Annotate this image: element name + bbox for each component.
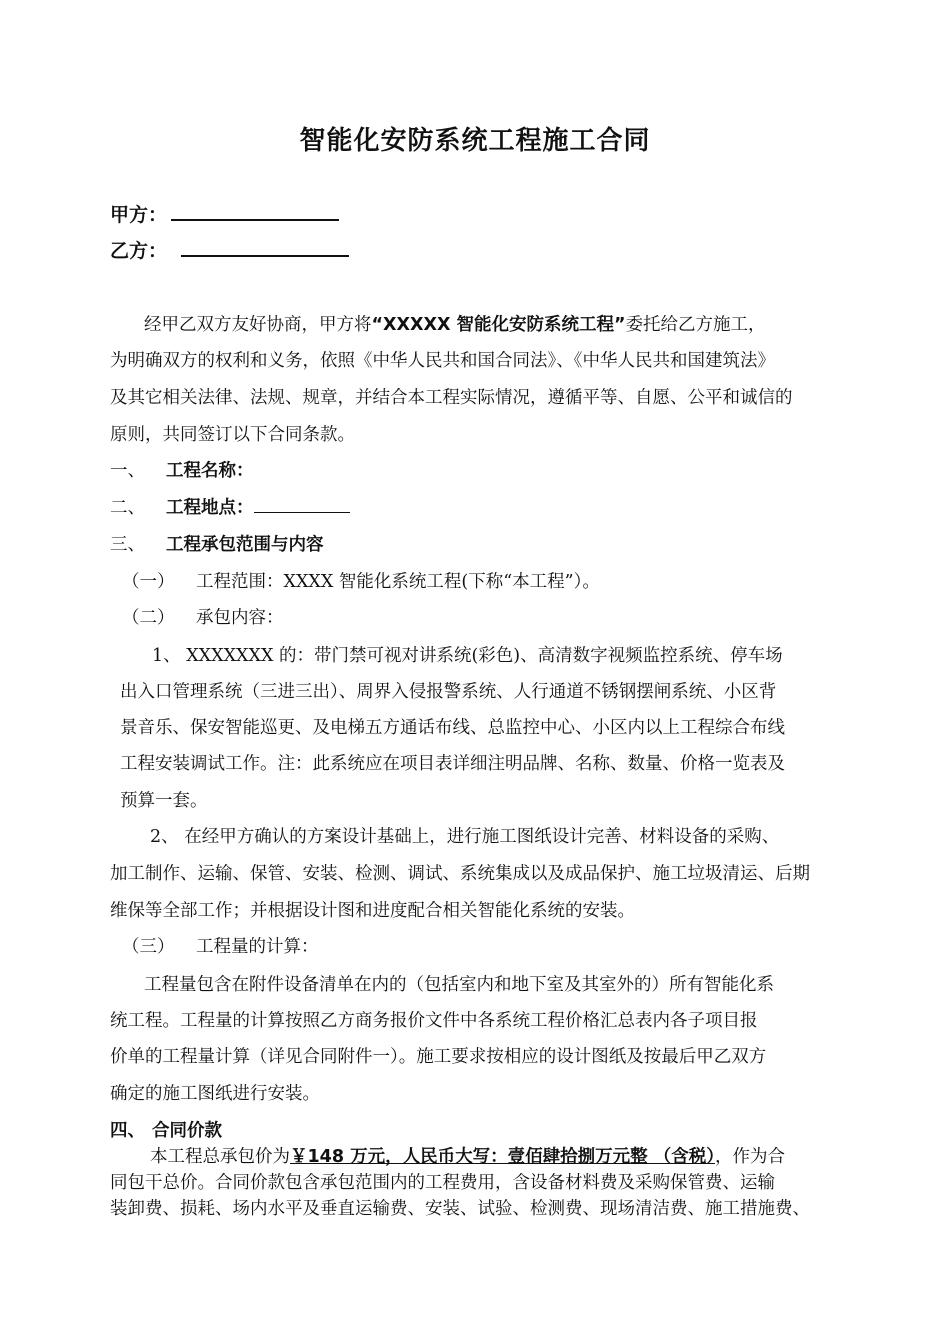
- section-2-heading: [110, 497, 350, 519]
- party-b-line: [110, 236, 349, 263]
- section-title: 工程承包范围与内容: [166, 535, 324, 555]
- subsection-number: （一）: [122, 572, 175, 592]
- subsection-number: （三）: [122, 937, 175, 957]
- party-b-label: 乙方：: [110, 240, 168, 262]
- location-blank: [254, 498, 350, 513]
- item-1-line-1: 1、 XXXXXXX 的：带门禁可视对讲系统(彩色)、高清数字视频监控系统、停车场: [152, 646, 783, 666]
- subsection-text: 承包内容：: [196, 608, 284, 628]
- item-1-line-2: 出入口管理系统（三进三出）、周界入侵报警系统、人行通道不锈钢摆闸系统、小区背: [120, 682, 777, 702]
- subsection-text: 工程量的计算：: [196, 937, 319, 957]
- section-number: 四、: [110, 1121, 145, 1141]
- item-1-line-5: 预算一套。: [120, 791, 208, 811]
- document-title: 智能化安防系统工程施工合同: [299, 126, 651, 156]
- section-number: 二、: [110, 498, 145, 518]
- intro-text: 委托给乙方施工，: [625, 315, 766, 335]
- subsection-number: （二）: [122, 608, 175, 628]
- section-title: 工程地点：: [166, 498, 254, 518]
- intro-line-1: [144, 314, 766, 336]
- price-line-3: 装卸费、损耗、场内水平及垂直运输费、安装、试验、检测费、现场清洁费、施工措施费、: [110, 1199, 810, 1219]
- section-title: 合同价款: [152, 1121, 222, 1141]
- price-text: 本工程总承包价为: [150, 1147, 290, 1167]
- price-line-1: [150, 1146, 785, 1168]
- section-4-heading: [110, 1120, 222, 1142]
- party-b-blank: [181, 239, 349, 257]
- subsection-text: 工程范围：XXXX 智能化系统工程(下称“本工程”）。: [196, 572, 600, 592]
- section-1-heading: [110, 460, 254, 482]
- subsection-3-3: [122, 936, 319, 958]
- party-a-blank: [171, 203, 339, 221]
- intro-line-4: 原则，共同签订以下合同条款。: [110, 425, 355, 445]
- intro-line-3: 及其它相关法律、法规、规章，并结合本工程实际情况，遵循平等、自愿、公平和诚信的: [110, 388, 793, 408]
- subsection-3-2: [122, 607, 284, 629]
- party-a-line: [110, 200, 339, 227]
- item-2-line-1: 2、 在经甲方确认的方案设计基础上，进行施工图纸设计完善、材料设备的采购、: [150, 827, 780, 847]
- section-number: 一、: [110, 461, 145, 481]
- item-2-line-2: 加工制作、运输、保管、安装、检测、调试、系统集成以及成品保护、施工垃圾清运、后期: [110, 864, 810, 884]
- calc-line-1: 工程量包含在附件设备清单在内的（包括室内和地下室及其室外的）所有智能化系: [144, 975, 774, 995]
- price-line-2: 同包干总价。合同价款包含承包范围内的工程费用，含设备材料费及采购保管费、运输: [110, 1173, 775, 1193]
- calc-line-2: 统工程。工程量的计算按照乙方商务报价文件中各系统工程价格汇总表内各子项目报: [110, 1011, 758, 1031]
- intro-line-2: 为明确双方的权利和义务，依照《中华人民共和国合同法》、《中华人民共和国建筑法》: [110, 351, 775, 371]
- party-a-label: 甲方：: [110, 204, 168, 226]
- section-3-heading: [110, 534, 324, 556]
- subsection-3-1: [122, 571, 600, 593]
- intro-text: 经甲乙双方友好协商，甲方将: [144, 315, 372, 335]
- section-title: 工程名称：: [166, 461, 254, 481]
- calc-line-3: 价单的工程量计算（详见合同附件一）。施工要求按相应的设计图纸及按最后甲乙双方: [110, 1047, 767, 1067]
- price-text: ，作为合: [714, 1147, 785, 1167]
- item-2-line-3: 维保等全部工作；并根据设计图和进度配合相关智能化系统的安装。: [110, 901, 635, 921]
- calc-line-4: 确定的施工图纸进行安装。: [110, 1084, 320, 1104]
- project-name-quote: “XXXXX 智能化安防系统工程”: [371, 315, 626, 335]
- item-1-line-4: 工程安装调试工作。注：此系统应在项目表详细注明品牌、名称、数量、价格一览表及: [120, 754, 785, 774]
- item-1-line-3: 景音乐、保安智能巡更、及电梯五方通话布线、总监控中心、小区内以上工程综合布线: [120, 718, 785, 738]
- section-number: 三、: [110, 535, 145, 555]
- contract-price: ￥148 万元，人民币大写：壹佰肆拾捌万元整 （含税）: [290, 1147, 715, 1167]
